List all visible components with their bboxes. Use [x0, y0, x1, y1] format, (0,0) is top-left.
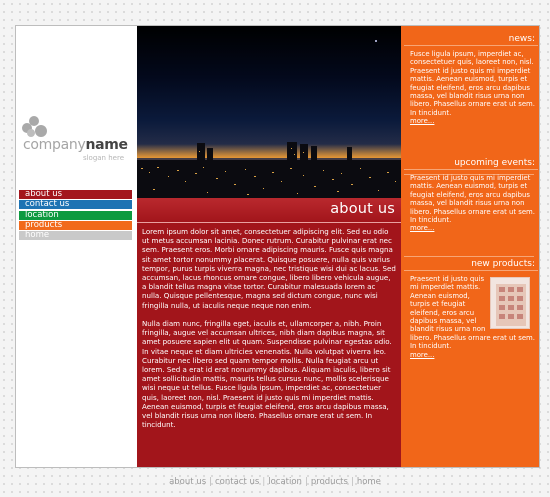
news-more-link[interactable]: more... [410, 117, 435, 126]
footer-link-contact-us[interactable]: contact us [215, 477, 260, 487]
about-header-bar [137, 198, 401, 223]
nav-item-about-us[interactable]: about us [19, 190, 132, 199]
news-body [404, 46, 538, 126]
body-paragraph-2: Nulla diam nunc, fringilla eget, iaculis et, ullamcorper a, nibh. Proin fringilla, augue vel accumsan ultrices, nibh diam dapibus magna, sit amet posuere sapien elit ut quam. Suspendisse pulvinar egestas odio. In vitae neque et diam ultricies venenatis. Nulla volutpat viverra leo. Curabitur nec libero sed quam tempor mollis. Nulla feugiat arcu ut lorem. Sed a erat id erat nonummy dapibus. Aliquam iaculis, libero sit amet sollicitudin mattis, mauris tellus cursus nunc, mollis scelerisque wisi neque ut tellus. Fusce ligula ipsum, imperdiet ac, consectetuer quis, laoreet non, nisl. Praesent id justo quis mi imperdiet mattis. Aenean euismod, turpis et feugiat eleifend, eros arcu dapibus massa, vel blandit risus urna non libero. Phasellus ornare erat ut sem. In tincidunt. [142, 319, 392, 430]
events-heading: upcoming events: [404, 156, 538, 170]
products-more-link[interactable]: more... [410, 350, 435, 359]
nav-item-products[interactable]: products [19, 221, 132, 230]
page-title: about us [330, 201, 395, 217]
product-box-icon [491, 278, 530, 329]
footer-link-products[interactable]: products [310, 477, 348, 487]
city-skyline-photo [137, 26, 401, 198]
events-body [404, 170, 538, 233]
body-paragraph-1: Lorem ipsum dolor sit amet, consectetuer adipiscing elit. Sed eu odio ut metus accumsan lacinia. Donec rutrum. Curabitur pulvinar erat nec sem. Praesent eros. Morbi ornare adipiscing mauris. Fusce quis magna sit amet tortor nonummy placerat. Quisque posuere, nulla quis varius tempor, purus turpis viverra magna, nec tristique wisi dui ac lacus. Sed accumsan, lacus rhoncus ornare congue, libero libero vehicula augue, a blandit tellus magna vitae tortor. Curabitur malesuada lorem ac nulla. Quisque pellentesque, magna sed dictum congue, nunc wisi fringilla nulla, ut iaculis neque neque non enim. [142, 227, 396, 310]
page-frame [15, 25, 540, 468]
footer-link-location[interactable]: location [268, 477, 302, 487]
right-sidebar [401, 26, 539, 467]
main-content [137, 26, 401, 467]
footer-link-home[interactable]: home [356, 477, 381, 487]
about-body [142, 227, 397, 439]
main-navigation [19, 190, 132, 241]
footer-link-about-us[interactable]: about us [169, 477, 207, 487]
product-image[interactable] [490, 277, 530, 329]
nav-item-location[interactable]: location [19, 211, 132, 220]
news-heading: news: [404, 32, 538, 46]
events-text: Praesent id justo quis mi imperdiet mattis. Aenean euismod, turpis et feugiat eleifend, eros arcu dapibus massa, vel blandit risus urna non libero. Phasellus ornare erat ut sem. In tincidunt. [410, 174, 535, 225]
products-text: Praesent id justo quis mi imperdiet mattis. Aenean euismod, turpis et feugiat eleifend, eros arcu dapibus massa, vel blandit risus urna non libero. Phasellus ornare erat ut sem. In tincidunt. [410, 275, 535, 351]
products-body [404, 271, 538, 359]
skyline-illustration [137, 26, 401, 198]
left-column [16, 26, 136, 467]
nav-item-home[interactable]: home [19, 231, 132, 240]
products-section [404, 257, 538, 359]
logo-wordmark [23, 137, 128, 153]
events-section [404, 156, 538, 233]
company-logo[interactable] [22, 116, 134, 166]
nav-item-contact-us[interactable]: contact us [19, 200, 132, 209]
events-more-link[interactable]: more... [410, 224, 435, 233]
logo-name-bold: name [85, 137, 128, 153]
news-section [404, 32, 538, 126]
footer-navigation: about us | contact us | location | products | home [169, 477, 381, 487]
logo-name-light: company [23, 137, 86, 153]
products-heading: new products: [404, 257, 538, 271]
logo-slogan: slogan here [82, 154, 124, 162]
news-text: Fusce ligula ipsum, imperdiet ac, consectetuer quis, laoreet non, nisl. Praesent id justo quis mi imperdiet mattis. Aenean euismod, turpis et feugiat eleifend, eros arcu dapibus massa, vel blandit risus urna non libero. Phasellus ornare erat ut sem. In tincidunt. [410, 50, 535, 117]
